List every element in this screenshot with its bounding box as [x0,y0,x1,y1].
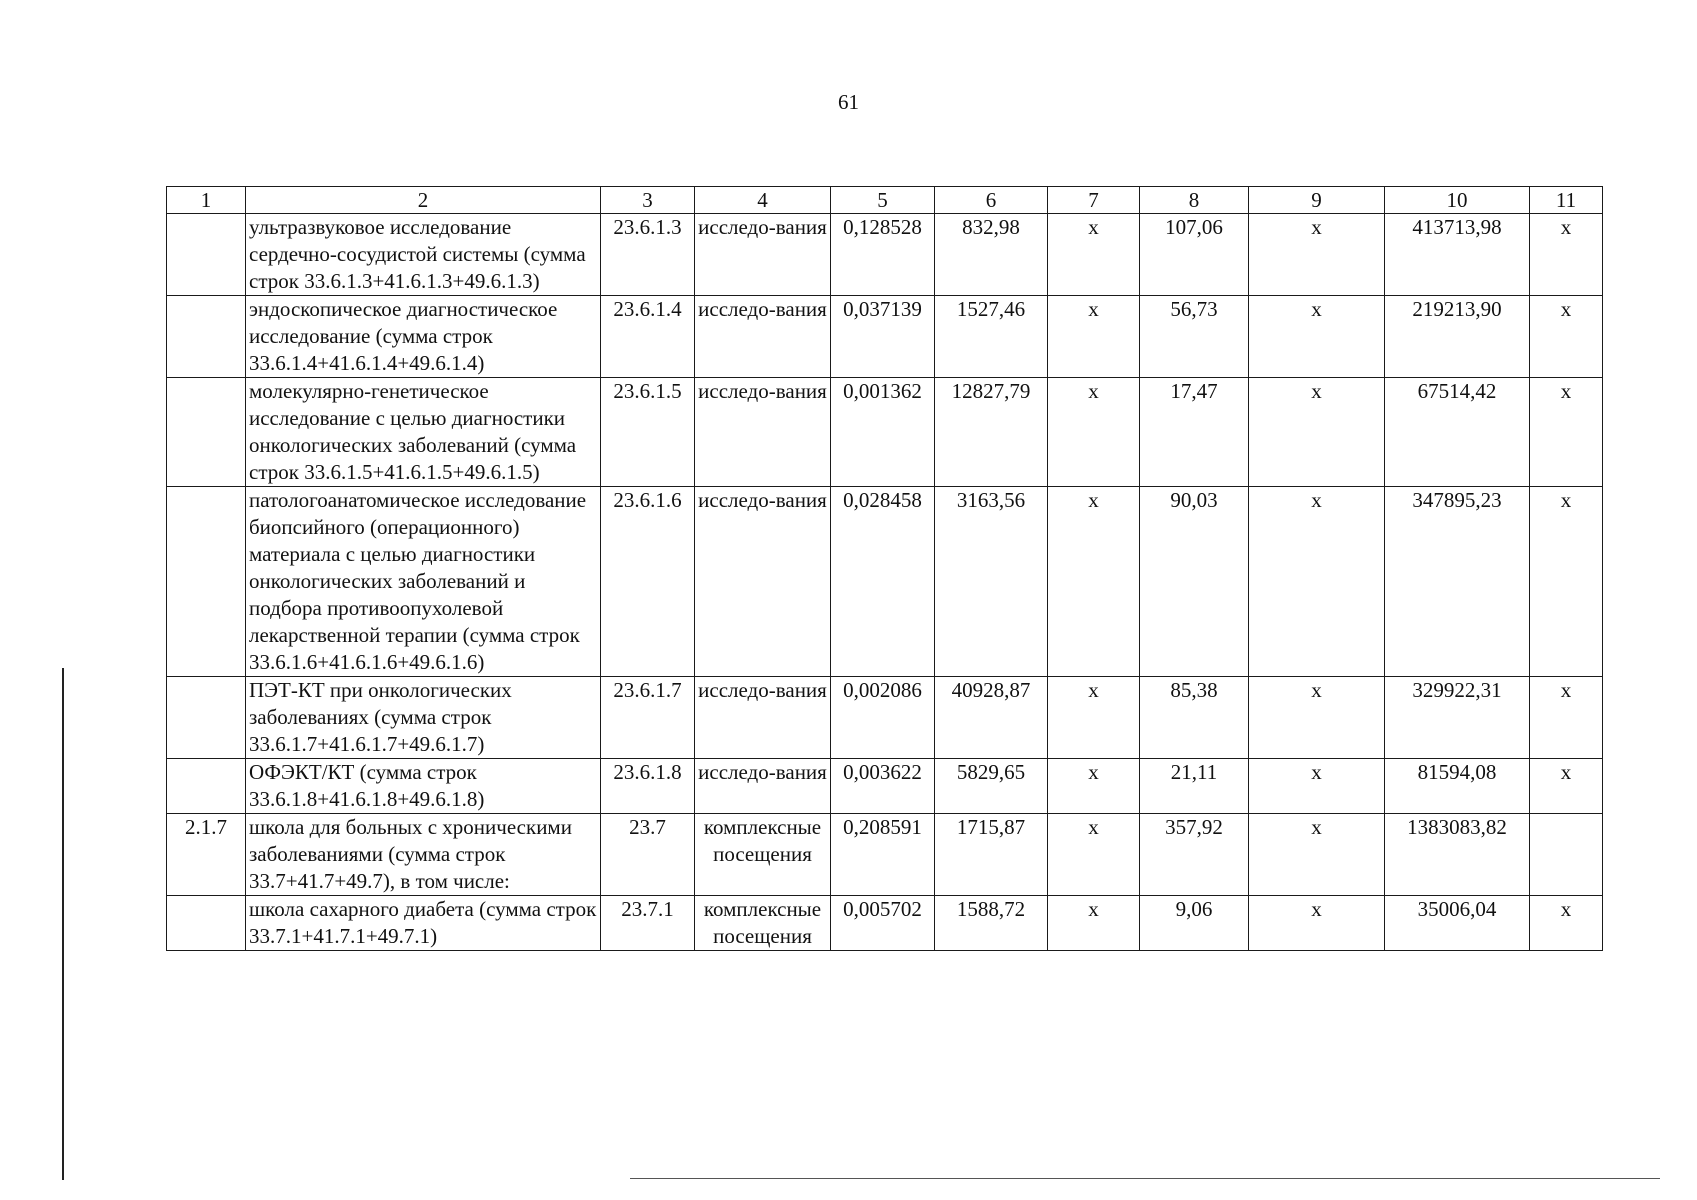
page-number: 61 [838,90,859,114]
row-col9-cell: х [1249,487,1385,677]
row-unit-cell: исследо-вания [695,378,831,487]
table-row [167,759,1603,814]
margin-line [62,668,64,1180]
row-col9-cell: х [1249,677,1385,759]
header-cell: 3 [601,187,695,214]
row-col7-cell: х [1048,296,1140,378]
row-col7-cell: х [1048,896,1140,951]
row-col8-cell: 85,38 [1140,677,1249,759]
table-row [167,487,1603,677]
row-name-cell: школа сахарного диабета (сумма строк 33.7.1+41.7.1+49.7.1) [246,896,601,951]
row-col10-cell: 1383083,82 [1385,814,1530,896]
row-name-cell: ПЭТ-КТ при онкологических заболеваниях (сумма строк 33.6.1.7+41.6.1.7+49.6.1.7) [246,677,601,759]
row-unit-cell: комплексные посещения [695,896,831,951]
row-col9-cell: х [1249,378,1385,487]
row-unit-cell: комплексные посещения [695,814,831,896]
row-col11-cell: х [1530,378,1603,487]
row-col7-cell: х [1048,487,1140,677]
row-name-cell: школа для больных с хроническими заболеваниями (сумма строк 33.7+41.7+49.7), в том числе: [246,814,601,896]
row-code-cell: 23.6.1.8 [601,759,695,814]
row-code-cell: 23.6.1.3 [601,214,695,296]
row-unit-cell: исследо-вания [695,214,831,296]
row-col5-cell: 0,002086 [831,677,935,759]
row-col8-cell: 357,92 [1140,814,1249,896]
header-cell: 2 [246,187,601,214]
row-col11-cell: х [1530,296,1603,378]
row-col7-cell: х [1048,759,1140,814]
row-col6-cell: 12827,79 [935,378,1048,487]
header-cell: 8 [1140,187,1249,214]
row-number-cell [167,677,246,759]
header-cell: 10 [1385,187,1530,214]
row-name-cell: ультразвуковое исследование сердечно-сосудистой системы (сумма строк 33.6.1.3+41.6.1.3+49.6.1.3) [246,214,601,296]
table-row [167,896,1603,951]
row-code-cell: 23.7.1 [601,896,695,951]
row-code-cell: 23.6.1.7 [601,677,695,759]
row-col10-cell: 329922,31 [1385,677,1530,759]
row-unit-cell: исследо-вания [695,487,831,677]
row-col11-cell [1530,814,1603,896]
row-col8-cell: 56,73 [1140,296,1249,378]
row-number-cell [167,759,246,814]
row-col10-cell: 413713,98 [1385,214,1530,296]
row-number-cell [167,487,246,677]
header-cell: 7 [1048,187,1140,214]
row-col7-cell: х [1048,814,1140,896]
row-col6-cell: 832,98 [935,214,1048,296]
row-col6-cell: 1588,72 [935,896,1048,951]
row-number-cell [167,214,246,296]
row-number-cell [167,896,246,951]
row-col10-cell: 81594,08 [1385,759,1530,814]
row-col5-cell: 0,208591 [831,814,935,896]
row-col8-cell: 21,11 [1140,759,1249,814]
row-code-cell: 23.6.1.5 [601,378,695,487]
row-col8-cell: 17,47 [1140,378,1249,487]
row-col11-cell: х [1530,896,1603,951]
row-col5-cell: 0,128528 [831,214,935,296]
table-row [167,814,1603,896]
row-col11-cell: х [1530,677,1603,759]
row-unit-cell: исследо-вания [695,296,831,378]
row-col6-cell: 3163,56 [935,487,1048,677]
row-unit-cell: исследо-вания [695,759,831,814]
row-col9-cell: х [1249,296,1385,378]
row-col10-cell: 35006,04 [1385,896,1530,951]
row-name-cell: патологоанатомическое исследование биопсийного (операционного) материала с целью диагностики онкологических заболеваний и подбора противоопухолевой лекарственной терапии (сумма строк 33.6.1.6+41.6.1.6+49.6.1.6) [246,487,601,677]
header-cell: 6 [935,187,1048,214]
row-col10-cell: 219213,90 [1385,296,1530,378]
row-col6-cell: 40928,87 [935,677,1048,759]
row-col11-cell: х [1530,487,1603,677]
row-col11-cell: х [1530,759,1603,814]
row-name-cell: эндоскопическое диагностическое исследование (сумма строк 33.6.1.4+41.6.1.4+49.6.1.4) [246,296,601,378]
row-code-cell: 23.6.1.4 [601,296,695,378]
table-row [167,214,1603,296]
row-col8-cell: 90,03 [1140,487,1249,677]
row-col9-cell: х [1249,759,1385,814]
row-col9-cell: х [1249,814,1385,896]
row-col10-cell: 347895,23 [1385,487,1530,677]
row-col7-cell: х [1048,378,1140,487]
row-code-cell: 23.6.1.6 [601,487,695,677]
row-col6-cell: 1715,87 [935,814,1048,896]
row-col7-cell: х [1048,214,1140,296]
table-row [167,378,1603,487]
row-col7-cell: х [1048,677,1140,759]
header-cell: 5 [831,187,935,214]
row-col11-cell: х [1530,214,1603,296]
row-col9-cell: х [1249,214,1385,296]
table-row [167,296,1603,378]
row-col8-cell: 107,06 [1140,214,1249,296]
header-cell: 9 [1249,187,1385,214]
row-name-cell: молекулярно-генетическое исследование с целью диагностики онкологических заболеваний (сумма строк 33.6.1.5+41.6.1.5+49.6.1.5) [246,378,601,487]
row-name-cell: ОФЭКТ/КТ (сумма строк 33.6.1.8+41.6.1.8+49.6.1.8) [246,759,601,814]
table-header-row [167,187,1603,214]
table-row [167,677,1603,759]
row-col5-cell: 0,037139 [831,296,935,378]
bottom-rule [630,1178,1660,1179]
row-col10-cell: 67514,42 [1385,378,1530,487]
row-col6-cell: 1527,46 [935,296,1048,378]
row-col9-cell: х [1249,896,1385,951]
row-col5-cell: 0,005702 [831,896,935,951]
row-col5-cell: 0,003622 [831,759,935,814]
row-code-cell: 23.7 [601,814,695,896]
header-cell: 1 [167,187,246,214]
data-table [166,186,1603,951]
header-cell: 4 [695,187,831,214]
row-unit-cell: исследо-вания [695,677,831,759]
row-number-cell: 2.1.7 [167,814,246,896]
row-col6-cell: 5829,65 [935,759,1048,814]
row-number-cell [167,296,246,378]
row-number-cell [167,378,246,487]
row-col5-cell: 0,001362 [831,378,935,487]
header-cell: 11 [1530,187,1603,214]
row-col8-cell: 9,06 [1140,896,1249,951]
row-col5-cell: 0,028458 [831,487,935,677]
